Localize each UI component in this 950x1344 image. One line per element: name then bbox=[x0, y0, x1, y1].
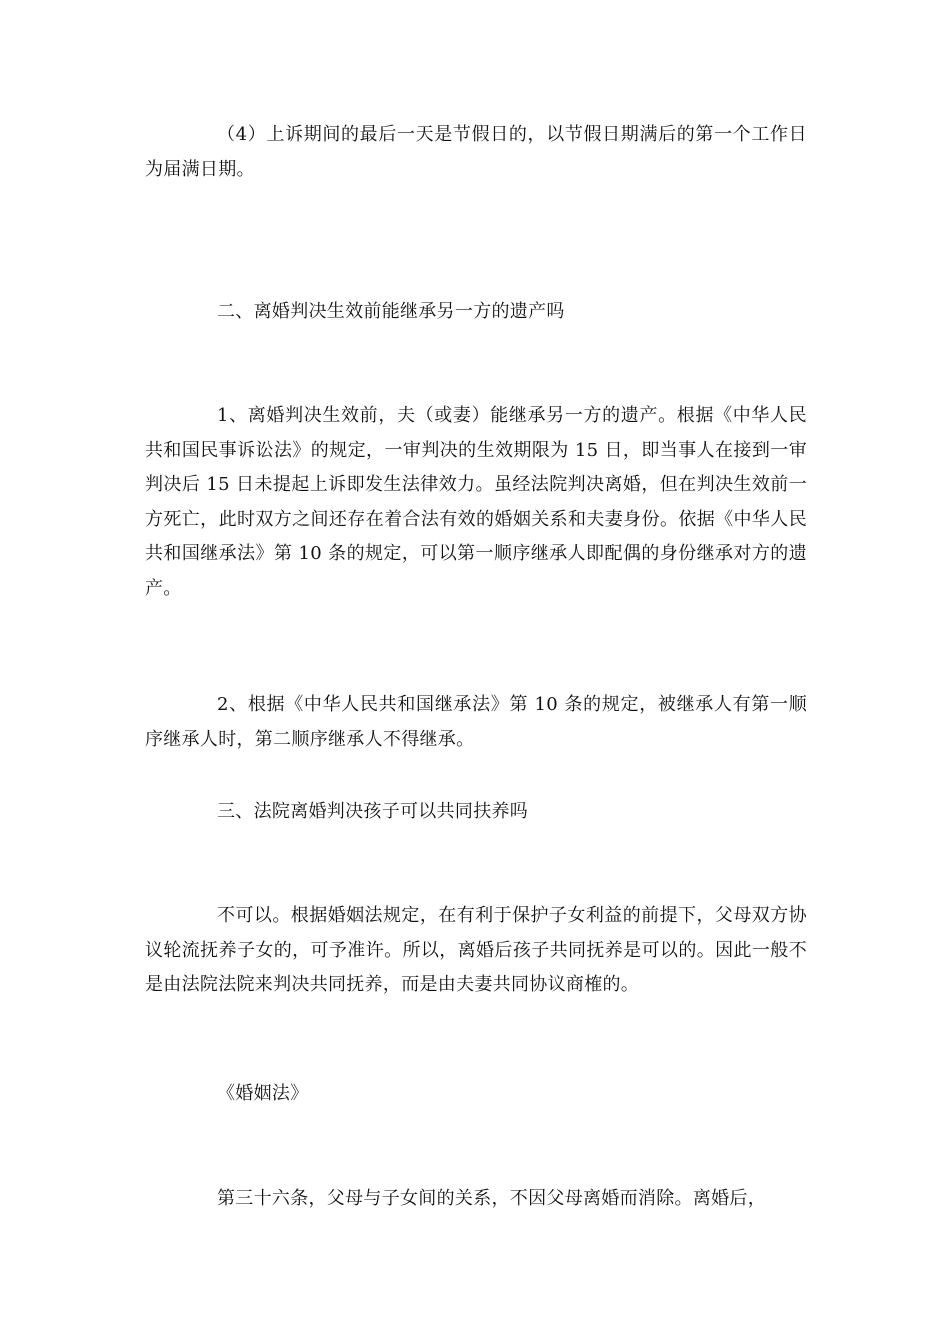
section-heading-3: 三、法院离婚判决孩子可以共同扶养吗 bbox=[217, 801, 529, 822]
paragraph-inheritance-order: 2、根据《中华人民共和国继承法》第 10 条的规定，被继承人有第一顺序继承人时，第二顺序继承人不得继承。 bbox=[145, 694, 807, 750]
paragraph-article-36: 第三十六条，父母与子女间的关系，不因父母离婚而消除。离婚后， bbox=[217, 1188, 766, 1209]
paragraph-joint-custody: 不可以。根据婚姻法规定，在有利于保护子女利益的前提下，父母双方协议轮流抚养子女的，可予准许。所以，离婚后孩子共同抚养是可以的。因此一般不是由法院法院来判决共同抚养，而是由夫妻共同协议商榷的。 bbox=[145, 905, 807, 995]
law-title: 《婚姻法》 bbox=[217, 1083, 309, 1104]
paragraph-inheritance-before-divorce: 1、离婚判决生效前，夫（或妻）能继承另一方的遗产。根据《中华人民共和国民事诉讼法》的规定，一审判决的生效期限为 15 日，即当事人在接到一审判决后 15 日未提起上诉即发生法律效力。虽经法院判决离婚，但在判决生效前一方死亡，此时双方之间还存在着合法有效的婚姻关系和夫妻身份。依据《中华人民共和国继承法》第 10 条的规定，可以第一顺序继承人即配偶的身份继承对方的遗产。 bbox=[145, 405, 807, 599]
section-heading-2: 二、离婚判决生效前能继承另一方的遗产吗 bbox=[217, 301, 565, 322]
paragraph-appeal-deadline: （4）上诉期间的最后一天是节假日的，以节假日期满后的第一个工作日为届满日期。 bbox=[145, 124, 807, 180]
